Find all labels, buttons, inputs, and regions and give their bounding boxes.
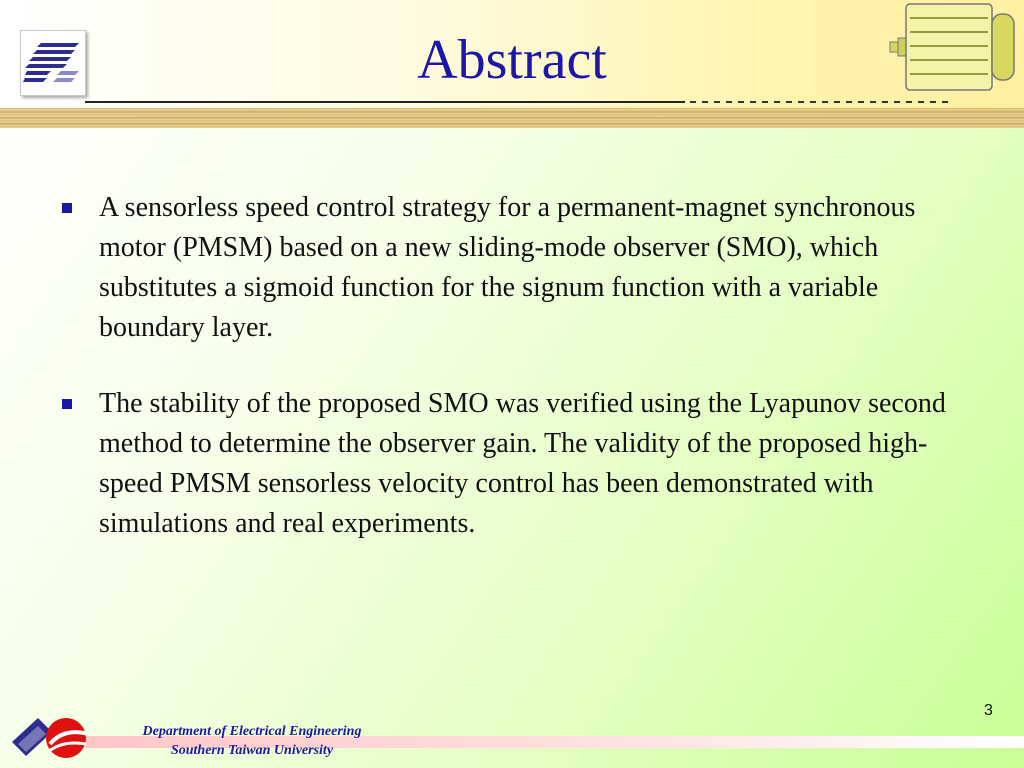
bullet-item	[62, 188, 962, 348]
title-rule	[85, 101, 685, 103]
university-name: Southern Taiwan University	[170, 743, 334, 758]
bullet-marker-icon	[62, 203, 72, 213]
footer-text	[112, 722, 392, 760]
bullet-item	[62, 384, 962, 544]
bullet-text: A sensorless speed control strategy for a permanent-magnet synchronous motor (PMSM) based on a new sliding-mode observer (SMO), which substitutes a sigmoid function for the signum function with a variable boundary layer.	[99, 192, 916, 343]
page-number: 3	[984, 702, 993, 719]
page-title: Abstract	[417, 29, 607, 91]
department-name: Department of Electrical Engineering	[142, 724, 362, 739]
footer-logo-icon	[8, 714, 94, 766]
header-band	[0, 108, 1024, 128]
bullet-marker-icon	[62, 399, 72, 409]
bullet-text: The stability of the proposed SMO was verified using the Lyapunov second method to determine the observer gain. The validity of the proposed high-speed PMSM sensorless velocity control has been demonstrated with simulations and real experiments.	[99, 388, 946, 539]
motor-icon	[888, 2, 1018, 94]
bullet-list	[62, 188, 962, 580]
title-dash-rule	[690, 101, 950, 103]
